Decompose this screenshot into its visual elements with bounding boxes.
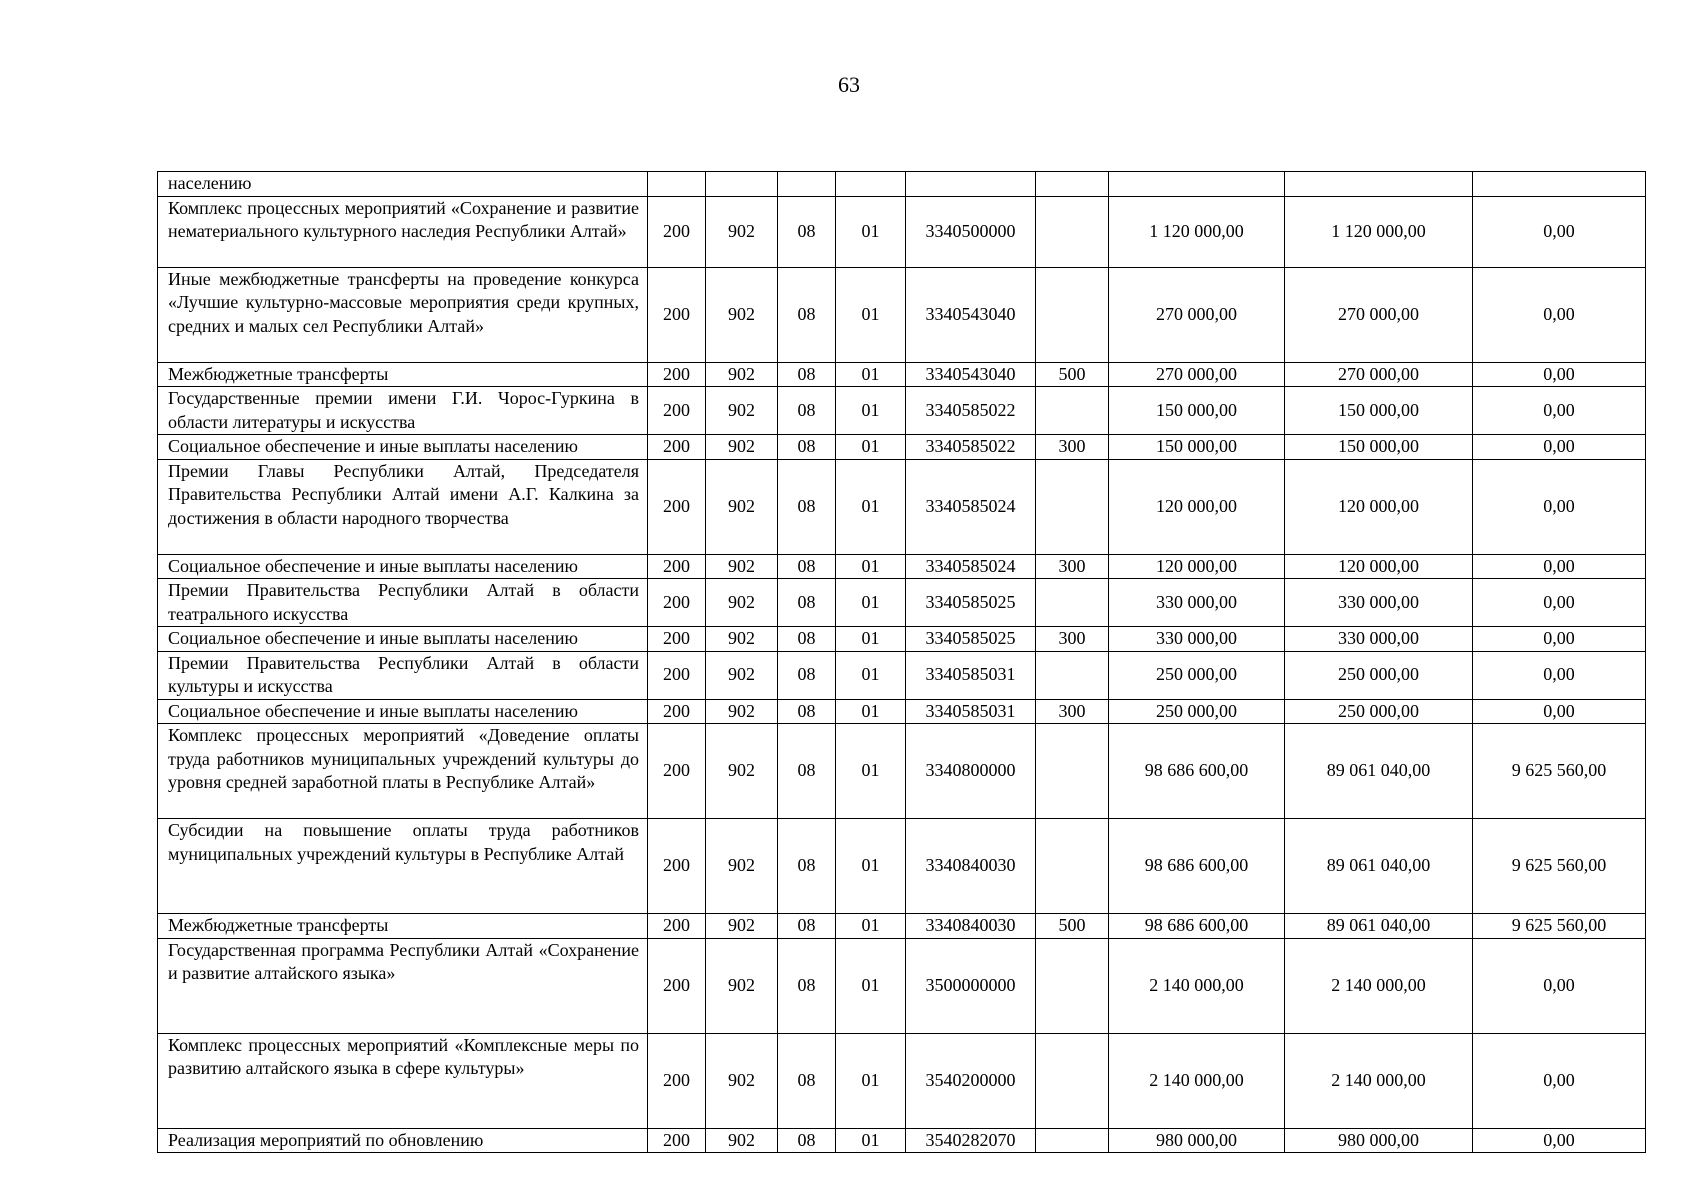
table-row xyxy=(158,914,1646,939)
row-name-cell: Государственная программа Республики Алтай «Сохранение и развитие алтайского языка» xyxy=(158,938,648,1033)
row-cell-c7: 980 000,00 xyxy=(1109,1128,1285,1153)
row-cell-c4: 01 xyxy=(836,196,906,267)
row-cell-c8: 330 000,00 xyxy=(1285,579,1473,627)
row-cell-c5: 3340585024 xyxy=(906,459,1036,554)
row-cell-c1: 200 xyxy=(648,387,706,435)
row-cell-c2: 902 xyxy=(706,1128,778,1153)
row-cell-c3: 08 xyxy=(778,435,836,460)
row-name-cell: Комплекс процессных мероприятий «Доведение оплаты труда работников муниципальных учреждений культуры до уровня средней заработной платы в Республике Алтай» xyxy=(158,724,648,819)
row-cell-c3: 08 xyxy=(778,579,836,627)
table-row xyxy=(158,267,1646,362)
row-cell-c6 xyxy=(1036,651,1109,699)
row-cell-c3: 08 xyxy=(778,196,836,267)
row-cell-c6: 300 xyxy=(1036,627,1109,652)
row-cell-c1: 200 xyxy=(648,362,706,387)
row-cell-c2: 902 xyxy=(706,435,778,460)
row-cell-c5: 3340840030 xyxy=(906,914,1036,939)
row-cell-c1: 200 xyxy=(648,819,706,914)
row-name-cell: Социальное обеспечение и иные выплаты населению xyxy=(158,627,648,652)
row-cell-c8: 250 000,00 xyxy=(1285,651,1473,699)
row-cell-c2: 902 xyxy=(706,362,778,387)
row-cell-c9: 0,00 xyxy=(1473,579,1646,627)
row-cell-c8: 150 000,00 xyxy=(1285,387,1473,435)
row-cell-c4: 01 xyxy=(836,459,906,554)
table-row xyxy=(158,938,1646,1033)
row-name-cell: Иные межбюджетные трансферты на проведение конкурса «Лучшие культурно-массовые мероприятия среди крупных, средних и малых сел Республики Алтай» xyxy=(158,267,648,362)
row-name-cell: Премии Правительства Республики Алтай в области культуры и искусства xyxy=(158,651,648,699)
row-cell-c1 xyxy=(648,172,706,197)
table-row xyxy=(158,627,1646,652)
table-row xyxy=(158,172,1646,197)
row-cell-c4: 01 xyxy=(836,724,906,819)
row-cell-c1: 200 xyxy=(648,267,706,362)
row-cell-c4: 01 xyxy=(836,387,906,435)
row-cell-c2: 902 xyxy=(706,819,778,914)
row-cell-c2: 902 xyxy=(706,914,778,939)
row-cell-c9: 9 625 560,00 xyxy=(1473,819,1646,914)
row-cell-c5: 3340585031 xyxy=(906,651,1036,699)
row-cell-c5: 3500000000 xyxy=(906,938,1036,1033)
row-cell-c2: 902 xyxy=(706,1033,778,1128)
table-row xyxy=(158,819,1646,914)
table-row xyxy=(158,651,1646,699)
row-cell-c2: 902 xyxy=(706,387,778,435)
row-cell-c7 xyxy=(1109,172,1285,197)
row-cell-c5: 3340585025 xyxy=(906,627,1036,652)
row-cell-c4: 01 xyxy=(836,627,906,652)
row-cell-c1: 200 xyxy=(648,651,706,699)
row-cell-c7: 270 000,00 xyxy=(1109,362,1285,387)
row-cell-c6: 300 xyxy=(1036,435,1109,460)
table-row xyxy=(158,699,1646,724)
row-cell-c8: 89 061 040,00 xyxy=(1285,819,1473,914)
row-cell-c6 xyxy=(1036,938,1109,1033)
row-cell-c9: 0,00 xyxy=(1473,938,1646,1033)
row-name-cell: Социальное обеспечение и иные выплаты населению xyxy=(158,435,648,460)
row-cell-c7: 330 000,00 xyxy=(1109,579,1285,627)
row-cell-c8 xyxy=(1285,172,1473,197)
row-cell-c4: 01 xyxy=(836,819,906,914)
row-cell-c1: 200 xyxy=(648,579,706,627)
row-cell-c3: 08 xyxy=(778,1033,836,1128)
row-cell-c7: 150 000,00 xyxy=(1109,387,1285,435)
row-cell-c8: 150 000,00 xyxy=(1285,435,1473,460)
row-cell-c4: 01 xyxy=(836,362,906,387)
row-cell-c8: 250 000,00 xyxy=(1285,699,1473,724)
row-cell-c7: 330 000,00 xyxy=(1109,627,1285,652)
row-cell-c8: 120 000,00 xyxy=(1285,459,1473,554)
row-cell-c4: 01 xyxy=(836,1128,906,1153)
row-cell-c2: 902 xyxy=(706,267,778,362)
row-cell-c5: 3540200000 xyxy=(906,1033,1036,1128)
row-name-cell: Социальное обеспечение и иные выплаты населению xyxy=(158,699,648,724)
row-cell-c8: 270 000,00 xyxy=(1285,362,1473,387)
row-cell-c1: 200 xyxy=(648,459,706,554)
row-cell-c9 xyxy=(1473,172,1646,197)
row-cell-c3: 08 xyxy=(778,651,836,699)
row-cell-c7: 2 140 000,00 xyxy=(1109,1033,1285,1128)
row-cell-c7: 2 140 000,00 xyxy=(1109,938,1285,1033)
row-cell-c1: 200 xyxy=(648,554,706,579)
row-cell-c6: 300 xyxy=(1036,699,1109,724)
row-cell-c9: 9 625 560,00 xyxy=(1473,724,1646,819)
row-cell-c4: 01 xyxy=(836,579,906,627)
row-cell-c3 xyxy=(778,172,836,197)
row-name-cell: Субсидии на повышение оплаты труда работников муниципальных учреждений культуры в Республике Алтай xyxy=(158,819,648,914)
row-cell-c9: 9 625 560,00 xyxy=(1473,914,1646,939)
row-cell-c3: 08 xyxy=(778,627,836,652)
row-cell-c9: 0,00 xyxy=(1473,435,1646,460)
table-row xyxy=(158,724,1646,819)
row-cell-c3: 08 xyxy=(778,819,836,914)
row-cell-c6 xyxy=(1036,196,1109,267)
row-cell-c9: 0,00 xyxy=(1473,1128,1646,1153)
row-cell-c5: 3340585025 xyxy=(906,579,1036,627)
row-cell-c7: 250 000,00 xyxy=(1109,699,1285,724)
row-cell-c7: 98 686 600,00 xyxy=(1109,819,1285,914)
table-row xyxy=(158,1128,1646,1153)
row-cell-c2: 902 xyxy=(706,579,778,627)
row-cell-c6 xyxy=(1036,459,1109,554)
row-cell-c9: 0,00 xyxy=(1473,627,1646,652)
row-cell-c2: 902 xyxy=(706,724,778,819)
row-cell-c8: 2 140 000,00 xyxy=(1285,938,1473,1033)
row-cell-c9: 0,00 xyxy=(1473,554,1646,579)
row-cell-c7: 98 686 600,00 xyxy=(1109,724,1285,819)
row-cell-c6: 500 xyxy=(1036,362,1109,387)
row-cell-c3: 08 xyxy=(778,699,836,724)
row-cell-c1: 200 xyxy=(648,914,706,939)
row-cell-c1: 200 xyxy=(648,196,706,267)
row-cell-c6: 300 xyxy=(1036,554,1109,579)
row-cell-c3: 08 xyxy=(778,1128,836,1153)
row-cell-c9: 0,00 xyxy=(1473,699,1646,724)
row-cell-c1: 200 xyxy=(648,435,706,460)
row-name-cell: Межбюджетные трансферты xyxy=(158,914,648,939)
row-cell-c5: 3340840030 xyxy=(906,819,1036,914)
row-cell-c4: 01 xyxy=(836,914,906,939)
row-cell-c5: 3340543040 xyxy=(906,267,1036,362)
row-cell-c7: 150 000,00 xyxy=(1109,435,1285,460)
row-cell-c8: 1 120 000,00 xyxy=(1285,196,1473,267)
row-cell-c8: 2 140 000,00 xyxy=(1285,1033,1473,1128)
table-row xyxy=(158,554,1646,579)
row-cell-c3: 08 xyxy=(778,459,836,554)
row-cell-c3: 08 xyxy=(778,914,836,939)
row-cell-c9: 0,00 xyxy=(1473,267,1646,362)
row-cell-c9: 0,00 xyxy=(1473,196,1646,267)
row-cell-c3: 08 xyxy=(778,938,836,1033)
row-cell-c8: 89 061 040,00 xyxy=(1285,724,1473,819)
row-cell-c5 xyxy=(906,172,1036,197)
row-cell-c6: 500 xyxy=(1036,914,1109,939)
row-cell-c4: 01 xyxy=(836,435,906,460)
row-cell-c1: 200 xyxy=(648,1033,706,1128)
row-name-cell: Государственные премии имени Г.И. Чорос-Гуркина в области литературы и искусства xyxy=(158,387,648,435)
row-cell-c4: 01 xyxy=(836,554,906,579)
row-name-cell: Социальное обеспечение и иные выплаты населению xyxy=(158,554,648,579)
row-cell-c5: 3340543040 xyxy=(906,362,1036,387)
row-cell-c5: 3340585022 xyxy=(906,435,1036,460)
row-cell-c2: 902 xyxy=(706,459,778,554)
row-cell-c7: 120 000,00 xyxy=(1109,554,1285,579)
row-name-cell: Реализация мероприятий по обновлению xyxy=(158,1128,648,1153)
row-cell-c2: 902 xyxy=(706,938,778,1033)
page-number: 63 xyxy=(838,72,860,97)
table-row xyxy=(158,435,1646,460)
row-cell-c5: 3340500000 xyxy=(906,196,1036,267)
row-name-cell: Комплекс процессных мероприятий «Комплексные меры по развитию алтайского языка в сфере культуры» xyxy=(158,1033,648,1128)
row-cell-c8: 980 000,00 xyxy=(1285,1128,1473,1153)
row-name-cell: Премии Правительства Республики Алтай в области театрального искусства xyxy=(158,579,648,627)
row-cell-c5: 3540282070 xyxy=(906,1128,1036,1153)
row-cell-c6 xyxy=(1036,819,1109,914)
row-cell-c2 xyxy=(706,172,778,197)
row-cell-c2: 902 xyxy=(706,554,778,579)
row-cell-c5: 3340585022 xyxy=(906,387,1036,435)
table-row xyxy=(158,579,1646,627)
row-cell-c6 xyxy=(1036,579,1109,627)
row-cell-c7: 120 000,00 xyxy=(1109,459,1285,554)
row-cell-c6 xyxy=(1036,172,1109,197)
row-cell-c4: 01 xyxy=(836,651,906,699)
row-name-cell: населению xyxy=(158,172,648,197)
row-cell-c1: 200 xyxy=(648,627,706,652)
row-cell-c4: 01 xyxy=(836,699,906,724)
row-cell-c9: 0,00 xyxy=(1473,1033,1646,1128)
row-cell-c6 xyxy=(1036,387,1109,435)
budget-table xyxy=(157,171,1646,1153)
table-row xyxy=(158,1033,1646,1128)
row-cell-c2: 902 xyxy=(706,699,778,724)
table-row xyxy=(158,196,1646,267)
row-cell-c2: 902 xyxy=(706,196,778,267)
row-cell-c9: 0,00 xyxy=(1473,362,1646,387)
row-cell-c2: 902 xyxy=(706,627,778,652)
row-cell-c5: 3340800000 xyxy=(906,724,1036,819)
row-name-cell: Межбюджетные трансферты xyxy=(158,362,648,387)
row-cell-c9: 0,00 xyxy=(1473,459,1646,554)
row-cell-c1: 200 xyxy=(648,1128,706,1153)
row-cell-c4: 01 xyxy=(836,938,906,1033)
row-cell-c3: 08 xyxy=(778,554,836,579)
table-body xyxy=(158,172,1646,1153)
row-cell-c3: 08 xyxy=(778,724,836,819)
row-cell-c6 xyxy=(1036,1128,1109,1153)
row-name-cell: Комплекс процессных мероприятий «Сохранение и развитие нематериального культурного наследия Республики Алтай» xyxy=(158,196,648,267)
row-name-cell: Премии Главы Республики Алтай, Председателя Правительства Республики Алтай имени А.Г. Калкина за достижения в области народного творчества xyxy=(158,459,648,554)
row-cell-c6 xyxy=(1036,267,1109,362)
row-cell-c4: 01 xyxy=(836,1033,906,1128)
row-cell-c1: 200 xyxy=(648,938,706,1033)
row-cell-c7: 98 686 600,00 xyxy=(1109,914,1285,939)
table-row xyxy=(158,362,1646,387)
row-cell-c1: 200 xyxy=(648,724,706,819)
row-cell-c5: 3340585024 xyxy=(906,554,1036,579)
row-cell-c6 xyxy=(1036,1033,1109,1128)
row-cell-c3: 08 xyxy=(778,387,836,435)
row-cell-c4: 01 xyxy=(836,267,906,362)
row-cell-c2: 902 xyxy=(706,651,778,699)
row-cell-c7: 1 120 000,00 xyxy=(1109,196,1285,267)
row-cell-c8: 270 000,00 xyxy=(1285,267,1473,362)
row-cell-c8: 330 000,00 xyxy=(1285,627,1473,652)
row-cell-c9: 0,00 xyxy=(1473,651,1646,699)
row-cell-c3: 08 xyxy=(778,267,836,362)
row-cell-c7: 250 000,00 xyxy=(1109,651,1285,699)
row-cell-c7: 270 000,00 xyxy=(1109,267,1285,362)
row-cell-c5: 3340585031 xyxy=(906,699,1036,724)
row-cell-c1: 200 xyxy=(648,699,706,724)
row-cell-c9: 0,00 xyxy=(1473,387,1646,435)
row-cell-c8: 89 061 040,00 xyxy=(1285,914,1473,939)
table-row xyxy=(158,459,1646,554)
table-row xyxy=(158,387,1646,435)
row-cell-c8: 120 000,00 xyxy=(1285,554,1473,579)
row-cell-c4 xyxy=(836,172,906,197)
row-cell-c6 xyxy=(1036,724,1109,819)
row-cell-c3: 08 xyxy=(778,362,836,387)
